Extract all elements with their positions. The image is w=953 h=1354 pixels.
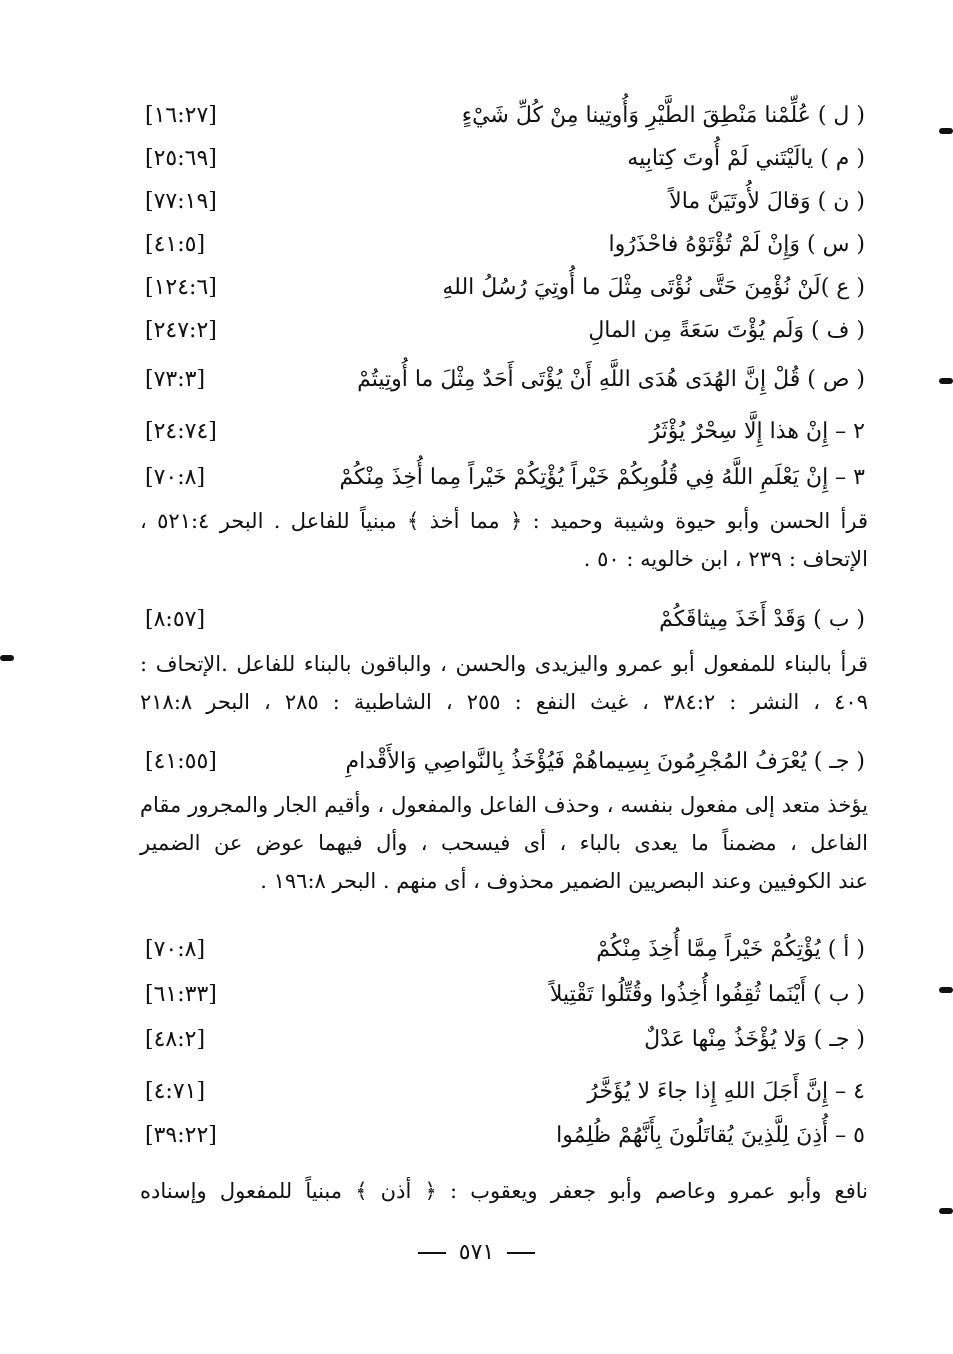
verse-reference: [٣٩:٢٢]	[145, 1123, 217, 1148]
verse-text: ٢ – إِنْ هذا إِلَّا سِحْرٌ يُؤْثَرُ	[649, 419, 865, 444]
footer-dash	[418, 1252, 446, 1254]
verse-text: ( أ ) يُؤْتِكُمْ خَيْراً مِمَّا أُخِذَ مِنْكُمْ	[596, 937, 865, 962]
verse-text: ( ب ) وَقَدْ أَخَذَ مِيثاقَكُمْ	[659, 607, 865, 632]
verse-reference: [٦١:٣٣]	[145, 982, 217, 1007]
paragraph-line: قرأ بالبناء للمفعول أبو عمرو واليزيدى والحسن ، والباقون بالبناء للفاعل .الإتحاف :	[140, 652, 868, 676]
paragraph-line: يؤخذ متعد إلى مفعول بنفسه ، وحذف الفاعل والمفعول ، وأقيم الجار والمجرور مقام	[140, 793, 868, 817]
verse-line	[145, 975, 865, 1015]
verse-reference: [٤١:٥]	[145, 232, 206, 257]
verse-reference: [٢٥:٦٩]	[145, 146, 217, 171]
commentary-paragraph	[140, 786, 868, 900]
margin-mark	[939, 128, 953, 134]
verse-text: ( ع )لَنْ نُؤْمِنَ حَتَّى نُؤْتَى مِثْلَ ما أُوتِيَ رُسُلُ اللهِ	[442, 275, 865, 300]
verse-reference: [٢٤٧:٢]	[145, 318, 217, 343]
verse-reference: [٤١:٥٥]	[145, 749, 217, 774]
verse-text: ( ل ) عُلِّمْنا مَنْطِقَ الطَّيْرِ وَأُوتِينا مِنْ كُلِّ شَيْءٍ	[461, 103, 865, 128]
verse-line	[145, 930, 865, 970]
verse-text: ( س ) وَإِنْ لَمْ تُؤْتَوْهُ فاحْذَرُوا	[608, 232, 865, 257]
footer-dash	[507, 1252, 535, 1254]
paragraph-line: ٤٠٩ ، النشر : ٣٨٤:٢ ، غيث النفع : ٢٥٥ ، الشاطبية : ٢٨٥ ، البحر ٢١٨:٨	[140, 690, 868, 714]
verse-line	[145, 1116, 865, 1156]
verse-text: ( ن ) وَقالَ لأُوتَيَنَّ مالاً	[669, 189, 865, 214]
verse-text: ( جـ ) وَلا يُؤْخَذُ مِنْها عَدْلٌ	[644, 1027, 865, 1052]
paragraph-line: قرأ الحسن وأبو حيوة وشيبة وحميد : ﴿ مما أخذ ﴾ مبنياً للفاعل . البحر ٥٢١:٤ ،	[140, 509, 868, 533]
verse-line	[145, 360, 865, 400]
paragraph-line: نافع وأبو عمرو وعاصم وأبو جعفر ويعقوب : ﴿ أذن ﴾ مبنياً للمفعول وإسناده	[140, 1179, 868, 1203]
verse-line	[145, 268, 865, 308]
margin-mark	[939, 1208, 953, 1214]
verse-line	[145, 742, 865, 782]
verse-text: ( ص ) قُلْ إِنَّ الهُدَى هُدَى اللَّهِ أَنْ يُؤْتَى أَحَدٌ مِثْلَ ما أُوتِيتُمْ	[357, 367, 865, 392]
verse-line	[145, 139, 865, 179]
verse-text: ( م ) يالَيْتَني لَمْ أُوتَ كِتابِيه	[627, 146, 865, 171]
page-footer	[0, 1240, 953, 1265]
verse-line	[145, 412, 865, 452]
verse-reference: [١٦:٢٧]	[145, 103, 217, 128]
verse-text: ٤ – إِنَّ أَجَلَ اللهِ إِذا جاءَ لا يُؤَخَّرُ	[587, 1079, 865, 1104]
verse-text: ( جـ ) يُعْرَفُ المُجْرِمُونَ بِسِيماهُمْ فَيُؤْخَذُ بِالنَّواصِي وَالأَقْدامِ	[345, 749, 865, 774]
verse-reference: [٧٣:٣]	[145, 367, 206, 392]
page-number: ٥٧١	[458, 1240, 495, 1265]
verse-reference: [١٢٤:٦]	[145, 275, 217, 300]
margin-mark	[939, 378, 953, 384]
commentary-paragraph	[140, 645, 868, 721]
commentary-paragraph	[140, 502, 868, 578]
verse-reference: [٧٧:١٩]	[145, 189, 217, 214]
verse-line	[145, 182, 865, 222]
margin-mark	[0, 655, 14, 661]
verse-line	[145, 225, 865, 265]
verse-reference: [٢٤:٧٤]	[145, 419, 217, 444]
verse-text: ٥ – أُذِنَ لِلَّذِينَ يُقاتَلُونَ بِأَنَّهُمْ ظُلِمُوا	[556, 1123, 865, 1148]
paragraph-line: عند الكوفيين وعند البصريين الضمير محذوف ، أى منهم . البحر ١٩٦:٨ .	[260, 869, 868, 893]
verse-line	[145, 458, 865, 498]
verse-text: ٣ – إِنْ يَعْلَمِ اللَّهُ فِي قُلُوبِكُمْ خَيْراً يُؤْتِكُمْ خَيْراً مِما أُخِذَ مِنْكُمْ	[339, 465, 865, 490]
verse-line	[145, 1020, 865, 1060]
verse-reference: [٧٠:٨]	[145, 937, 206, 962]
verse-text: ( ف ) وَلَم يُؤْتَ سَعَةً مِن المالِ	[588, 318, 865, 343]
verse-text: ( ب ) أَيْنَما ثُقِفُوا أُخِذُوا وقُتِّلُوا تَقْتِيلاً	[549, 982, 865, 1007]
paragraph-line: الفاعل ، مضمناً ما يعدى بالباء ، أى فيسحب ، وأل فيهما عوض عن الضمير	[140, 831, 868, 855]
paragraph-line: الإتحاف : ٢٣٩ ، ابن خالويه : ٥٠ .	[583, 547, 868, 571]
verse-line	[145, 600, 865, 640]
verse-reference: [٤:٧١]	[145, 1079, 206, 1104]
verse-line	[145, 96, 865, 136]
verse-reference: [٨:٥٧]	[145, 607, 206, 632]
verse-reference: [٤٨:٢]	[145, 1027, 206, 1052]
commentary-paragraph	[140, 1172, 868, 1210]
verse-line	[145, 311, 865, 351]
verse-reference: [٧٠:٨]	[145, 465, 206, 490]
margin-mark	[939, 987, 953, 993]
verse-line	[145, 1072, 865, 1112]
